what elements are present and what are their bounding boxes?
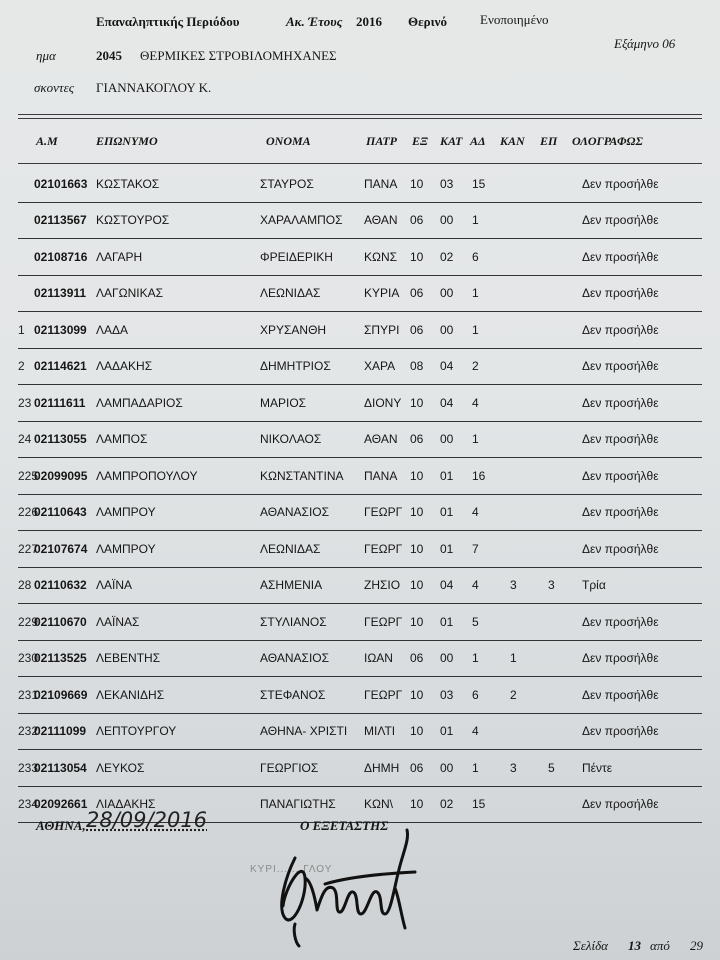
first-name-cell: ΝΙΚΟΛΑΟΣ [260, 421, 364, 458]
row-number: 23 [18, 385, 34, 422]
col-ep: ΕΠ [540, 134, 558, 148]
resit-grade-cell [548, 494, 582, 531]
surname-cell: ΚΩΣΤΟΥΡΟΣ [96, 202, 260, 239]
father-name-cell: ΚΥΡΙΑ [364, 275, 410, 312]
grade-in-words-cell: Τρία [582, 567, 702, 604]
period-label: Επαναληπτικής Περιόδου [96, 14, 240, 29]
father-name-cell: ΣΠΥΡΙ [364, 312, 410, 349]
surname-cell: ΛΑΓΩΝΙΚΑΣ [96, 275, 260, 312]
category-cell: 00 [440, 640, 472, 677]
grade-in-words-cell: Δεν προσήλθε [582, 713, 702, 750]
surname-cell: ΛΑΪΝΑ [96, 567, 260, 604]
father-name-cell: ΚΩΝ\ [364, 786, 410, 823]
row-number: 234 [18, 786, 34, 823]
row-number [18, 166, 34, 202]
category-cell: 02 [440, 786, 472, 823]
grade-in-words-cell: Δεν προσήλθε [582, 640, 702, 677]
resit-grade-cell [548, 421, 582, 458]
resit-grade-cell: 3 [548, 567, 582, 604]
semester-cell: 10 [410, 531, 440, 568]
surname-cell: ΚΩΣΤΑΚΟΣ [96, 166, 260, 202]
grade-in-words-cell: Δεν προσήλθε [582, 458, 702, 495]
father-name-cell: ΠΑΝΑ [364, 458, 410, 495]
semester-cell: 06 [410, 312, 440, 349]
resit-grade-cell [548, 531, 582, 568]
semester-cell: 06 [410, 202, 440, 239]
grade-in-words-cell: Δεν προσήλθε [582, 275, 702, 312]
registration-number: 02111611 [34, 385, 96, 422]
category-cell: 00 [440, 202, 472, 239]
semester-cell: 10 [410, 677, 440, 714]
surname-cell: ΛΑΜΠΡΟΠΟΥΛΟΥ [96, 458, 260, 495]
regular-grade-cell [510, 275, 548, 312]
father-name-cell: ΖΗΣΙΟ [364, 567, 410, 604]
table-row [18, 202, 702, 239]
table-row [18, 348, 702, 385]
category-cell: 04 [440, 567, 472, 604]
first-name-cell: ΛΕΩΝΙΔΑΣ [260, 531, 364, 568]
grade-in-words-cell: Πέντε [582, 750, 702, 787]
grade-in-words-cell: Δεν προσήλθε [582, 239, 702, 276]
course-label: ημα [36, 48, 56, 63]
regular-grade-cell: 3 [510, 567, 548, 604]
examiner-signature [255, 818, 435, 948]
resit-grade-cell [548, 640, 582, 677]
examiner-stamp: ΚΥΡΙ... ...ΓΛΟΥ [250, 864, 333, 875]
registration-number: 02113099 [34, 312, 96, 349]
semester-cell: 10 [410, 239, 440, 276]
father-name-cell: ΑΘΑΝ [364, 202, 410, 239]
category-cell: 01 [440, 713, 472, 750]
resit-grade-cell [548, 458, 582, 495]
first-name-cell: ΣΤΥΛΙΑΝΟΣ [260, 604, 364, 641]
first-name-cell: ΣΤΕΦΑΝΟΣ [260, 677, 364, 714]
place-label: ΑΘΗΝΑ, [36, 818, 86, 833]
col-kan: ΚΑΝ [500, 134, 525, 148]
father-name-cell: ΑΘΑΝ [364, 421, 410, 458]
grade-in-words-cell: Δεν προσήλθε [582, 385, 702, 422]
father-name-cell: ΙΩΑΝ [364, 640, 410, 677]
semester-cell: 10 [410, 494, 440, 531]
resit-grade-cell [548, 385, 582, 422]
row-number: 2 [18, 348, 34, 385]
col-am: Α.Μ [36, 134, 58, 148]
resit-grade-cell [548, 239, 582, 276]
regular-grade-cell [510, 786, 548, 823]
grade-in-words-cell: Δεν προσήλθε [582, 786, 702, 823]
page-of-label: από [650, 938, 670, 953]
first-name-cell: ΑΘΗΝΑ- ΧΡΙΣΤΙ [260, 713, 364, 750]
grade-in-words-cell: Δεν προσήλθε [582, 494, 702, 531]
registration-number: 02110632 [34, 567, 96, 604]
row-number: 229 [18, 604, 34, 641]
col-ad: ΑΔ [470, 134, 486, 148]
category-cell: 03 [440, 677, 472, 714]
table-row [18, 531, 702, 568]
table-row [18, 604, 702, 641]
resit-grade-cell [548, 202, 582, 239]
semester-cell: 10 [410, 567, 440, 604]
first-name-cell: ΣΤΑΥΡΟΣ [260, 166, 364, 202]
first-name-cell: ΑΣΗΜΕΝΙΑ [260, 567, 364, 604]
registration-number: 02113525 [34, 640, 96, 677]
first-name-cell: ΔΗΜΗΤΡΙΟΣ [260, 348, 364, 385]
table-row [18, 239, 702, 276]
table-row [18, 677, 702, 714]
col-patr: ΠΑΤΡ [366, 134, 398, 148]
category-cell: 00 [440, 275, 472, 312]
father-name-cell: ΓΕΩΡΓ [364, 604, 410, 641]
surname-cell: ΛΑΔΑ [96, 312, 260, 349]
regular-grade-cell [510, 421, 548, 458]
row-number [18, 275, 34, 312]
row-number: 28 [18, 567, 34, 604]
resit-grade-cell [548, 677, 582, 714]
count-cell: 1 [472, 640, 510, 677]
table-row [18, 567, 702, 604]
surname-cell: ΛΑΜΠΡΟΥ [96, 531, 260, 568]
father-name-cell: ΔΗΜΗ [364, 750, 410, 787]
first-name-cell: ΚΩΝΣΤΑΝΤΙΝΑ [260, 458, 364, 495]
top-rule-double [18, 118, 702, 119]
category-cell: 04 [440, 385, 472, 422]
grade-in-words-cell: Δεν προσήλθε [582, 166, 702, 202]
resit-grade-cell [548, 312, 582, 349]
registration-number: 02111099 [34, 713, 96, 750]
first-name-cell: ΧΑΡΑΛΑΜΠΟΣ [260, 202, 364, 239]
surname-cell: ΛΑΪΝΑΣ [96, 604, 260, 641]
semester-label: Εξάμηνο 06 [614, 36, 676, 51]
row-number: 225 [18, 458, 34, 495]
surname-cell: ΛΑΜΠΟΣ [96, 421, 260, 458]
registration-number: 02110670 [34, 604, 96, 641]
registration-number: 02113055 [34, 421, 96, 458]
regular-grade-cell [510, 312, 548, 349]
regular-grade-cell [510, 166, 548, 202]
category-cell: 00 [440, 750, 472, 787]
table-row [18, 421, 702, 458]
first-name-cell: ΜΑΡΙΟΣ [260, 385, 364, 422]
teacher-name: ΓΙΑΝΝΑΚΟΓΛΟΥ Κ. [96, 80, 212, 95]
row-number [18, 202, 34, 239]
row-number: 230 [18, 640, 34, 677]
col-surname: ΕΠΩΝΥΜΟ [96, 134, 158, 148]
first-name-cell: ΑΘΑΝΑΣΙΟΣ [260, 494, 364, 531]
table-row [18, 312, 702, 349]
category-cell: 04 [440, 348, 472, 385]
status-label: Ενοποιημένο [480, 12, 549, 27]
grade-in-words-cell: Δεν προσήλθε [582, 421, 702, 458]
table-row [18, 166, 702, 202]
registration-number: 02108716 [34, 239, 96, 276]
resit-grade-cell [548, 275, 582, 312]
regular-grade-cell [510, 494, 548, 531]
regular-grade-cell [510, 348, 548, 385]
page-number: 13 [628, 938, 641, 953]
surname-cell: ΛΑΜΠΑΔΑΡΙΟΣ [96, 385, 260, 422]
father-name-cell: ΓΕΩΡΓ [364, 531, 410, 568]
semester-cell: 06 [410, 640, 440, 677]
count-cell: 1 [472, 275, 510, 312]
registration-number: 02109669 [34, 677, 96, 714]
row-number: 1 [18, 312, 34, 349]
semester-cell: 08 [410, 348, 440, 385]
surname-cell: ΛΕΚΑΝΙΔΗΣ [96, 677, 260, 714]
semester-cell: 10 [410, 604, 440, 641]
registration-number: 02114621 [34, 348, 96, 385]
first-name-cell: ΠΑΝΑΓΙΩΤΗΣ [260, 786, 364, 823]
first-name-cell: ΛΕΩΝΙΔΑΣ [260, 275, 364, 312]
regular-grade-cell [510, 531, 548, 568]
category-cell: 00 [440, 421, 472, 458]
count-cell: 1 [472, 750, 510, 787]
father-name-cell: ΜΙΛΤΙ [364, 713, 410, 750]
row-number: 226 [18, 494, 34, 531]
count-cell: 15 [472, 166, 510, 202]
surname-cell: ΛΙΑΔΑΚΗΣ [96, 786, 260, 823]
regular-grade-cell: 2 [510, 677, 548, 714]
semester-cell: 06 [410, 275, 440, 312]
regular-grade-cell [510, 202, 548, 239]
season-label: Θερινό [408, 14, 447, 29]
count-cell: 5 [472, 604, 510, 641]
regular-grade-cell [510, 458, 548, 495]
table-row [18, 385, 702, 422]
grades-table [18, 166, 702, 823]
teacher-label: σκοντες [34, 80, 74, 95]
category-cell: 03 [440, 166, 472, 202]
count-cell: 6 [472, 677, 510, 714]
resit-grade-cell [548, 713, 582, 750]
page-total: 29 [690, 938, 703, 953]
grade-in-words-cell: Δεν προσήλθε [582, 312, 702, 349]
grade-in-words-cell: Δεν προσήλθε [582, 677, 702, 714]
surname-cell: ΛΑΓΑΡΗ [96, 239, 260, 276]
examiner-label: Ο ΕΞΕΤΑΣΤΗΣ [300, 818, 389, 833]
regular-grade-cell [510, 385, 548, 422]
count-cell: 4 [472, 494, 510, 531]
semester-cell: 06 [410, 750, 440, 787]
first-name-cell: ΧΡΥΣΑΝΘΗ [260, 312, 364, 349]
count-cell: 15 [472, 786, 510, 823]
row-number: 24 [18, 421, 34, 458]
top-rule [18, 114, 702, 115]
father-name-cell: ΓΕΩΡΓ [364, 494, 410, 531]
surname-cell: ΛΑΔΑΚΗΣ [96, 348, 260, 385]
grade-in-words-cell: Δεν προσήλθε [582, 531, 702, 568]
count-cell: 1 [472, 202, 510, 239]
registration-number: 02113911 [34, 275, 96, 312]
col-grade-words: ΟΛΟΓΡΑΦΩΣ [572, 134, 643, 148]
category-cell: 01 [440, 458, 472, 495]
category-cell: 00 [440, 312, 472, 349]
table-row [18, 713, 702, 750]
academic-year: 2016 [356, 14, 382, 29]
registration-number: 02110643 [34, 494, 96, 531]
registration-number: 02101663 [34, 166, 96, 202]
row-number [18, 239, 34, 276]
regular-grade-cell [510, 239, 548, 276]
regular-grade-cell [510, 604, 548, 641]
resit-grade-cell [548, 786, 582, 823]
regular-grade-cell: 1 [510, 640, 548, 677]
surname-cell: ΛΑΜΠΡΟΥ [96, 494, 260, 531]
father-name-cell: ΚΩΝΣ [364, 239, 410, 276]
header-rule [18, 163, 702, 164]
father-name-cell: ΔΙΟΝΥ [364, 385, 410, 422]
count-cell: 4 [472, 567, 510, 604]
academic-year-label: Ακ. Έτους [286, 14, 343, 29]
category-cell: 01 [440, 494, 472, 531]
category-cell: 02 [440, 239, 472, 276]
semester-cell: 10 [410, 786, 440, 823]
semester-cell: 06 [410, 421, 440, 458]
resit-grade-cell [548, 348, 582, 385]
grade-in-words-cell: Δεν προσήλθε [582, 348, 702, 385]
table-row [18, 750, 702, 787]
regular-grade-cell [510, 713, 548, 750]
row-number: 232 [18, 713, 34, 750]
count-cell: 16 [472, 458, 510, 495]
registration-number: 02113567 [34, 202, 96, 239]
first-name-cell: ΑΘΑΝΑΣΙΟΣ [260, 640, 364, 677]
category-cell: 01 [440, 604, 472, 641]
row-number: 227 [18, 531, 34, 568]
count-cell: 4 [472, 385, 510, 422]
page-label: Σελίδα [573, 938, 608, 953]
count-cell: 6 [472, 239, 510, 276]
registration-number: 02092661 [34, 786, 96, 823]
count-cell: 7 [472, 531, 510, 568]
count-cell: 2 [472, 348, 510, 385]
table-row [18, 458, 702, 495]
row-number: 233 [18, 750, 34, 787]
count-cell: 1 [472, 312, 510, 349]
resit-grade-cell [548, 604, 582, 641]
grade-in-words-cell: Δεν προσήλθε [582, 202, 702, 239]
first-name-cell: ΓΕΩΡΓΙΟΣ [260, 750, 364, 787]
grade-in-words-cell: Δεν προσήλθε [582, 604, 702, 641]
semester-cell: 10 [410, 458, 440, 495]
col-kat: ΚΑΤ [440, 134, 463, 148]
father-name-cell: ΓΕΩΡΓ [364, 677, 410, 714]
father-name-cell: ΠΑΝΑ [364, 166, 410, 202]
handwritten-date: 28/09/2016 [86, 808, 208, 832]
surname-cell: ΛΕΥΚΟΣ [96, 750, 260, 787]
resit-grade-cell: 5 [548, 750, 582, 787]
count-cell: 1 [472, 421, 510, 458]
table-row [18, 494, 702, 531]
registration-number: 02107674 [34, 531, 96, 568]
course-code: 2045 [96, 48, 122, 63]
surname-cell: ΛΕΠΤΟΥΡΓΟΥ [96, 713, 260, 750]
registration-number: 02099095 [34, 458, 96, 495]
semester-cell: 10 [410, 166, 440, 202]
col-name: ΟΝΟΜΑ [266, 134, 311, 148]
resit-grade-cell [548, 166, 582, 202]
category-cell: 01 [440, 531, 472, 568]
course-name: ΘΕΡΜΙΚΕΣ ΣΤΡΟΒΙΛΟΜΗΧΑΝΕΣ [140, 48, 337, 63]
row-number: 231 [18, 677, 34, 714]
father-name-cell: ΧΑΡΑ [364, 348, 410, 385]
registration-number: 02113054 [34, 750, 96, 787]
table-row [18, 640, 702, 677]
first-name-cell: ΦΡΕΙΔΕΡΙΚΗ [260, 239, 364, 276]
col-ex: ΕΞ [412, 134, 428, 148]
semester-cell: 10 [410, 713, 440, 750]
table-row [18, 275, 702, 312]
regular-grade-cell: 3 [510, 750, 548, 787]
semester-cell: 10 [410, 385, 440, 422]
count-cell: 4 [472, 713, 510, 750]
surname-cell: ΛΕΒΕΝΤΗΣ [96, 640, 260, 677]
